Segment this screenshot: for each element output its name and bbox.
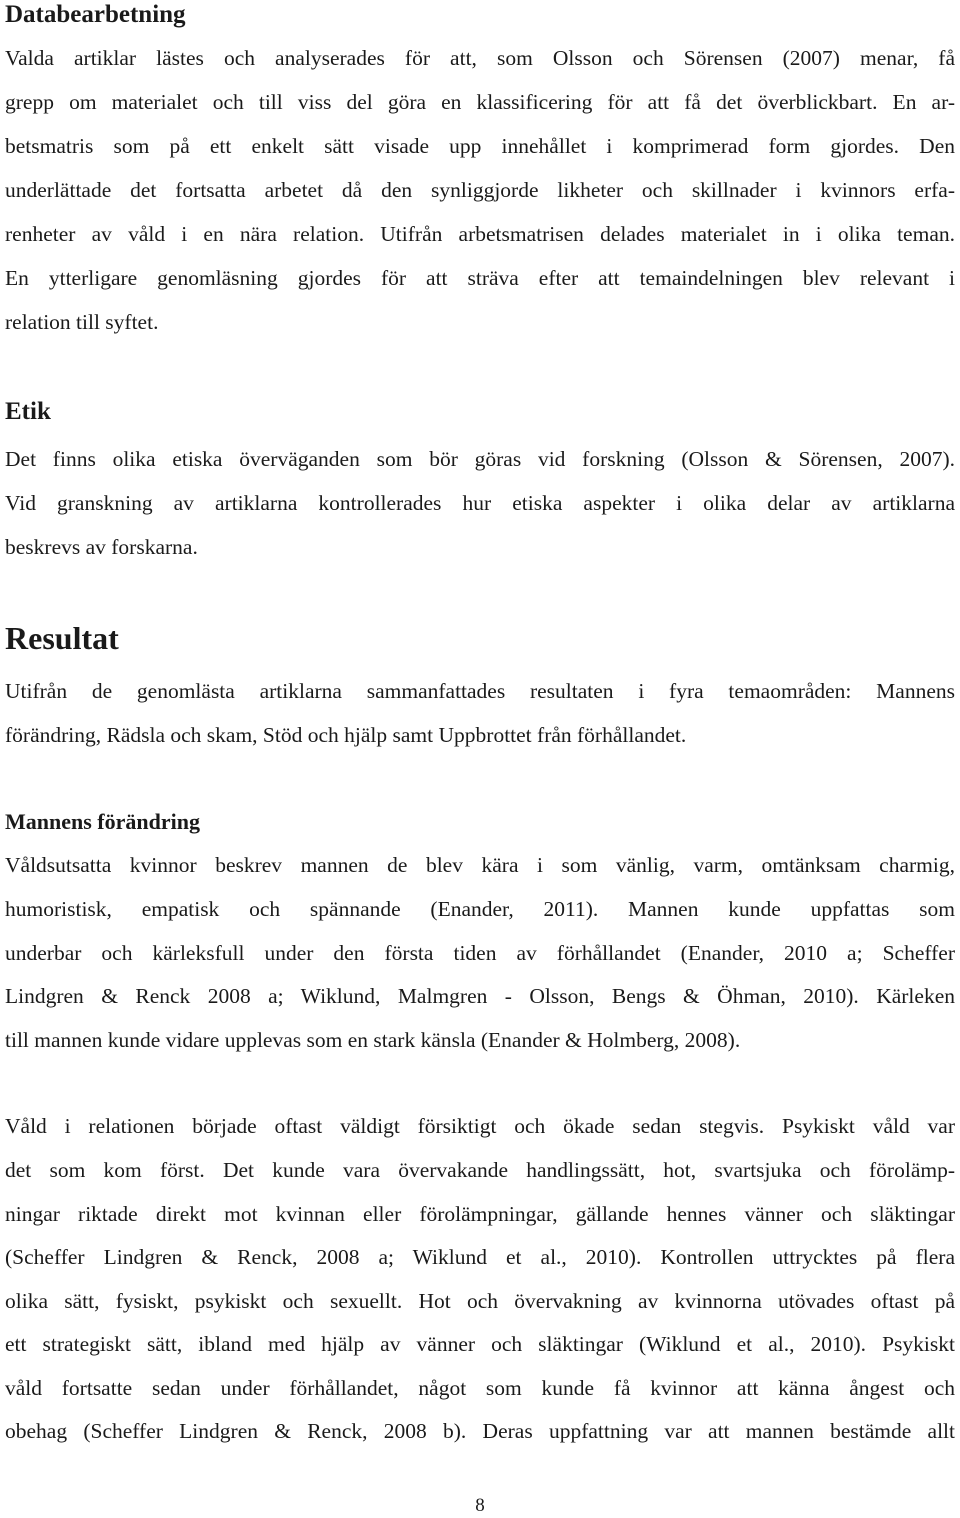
heading-resultat: Resultat bbox=[5, 620, 119, 656]
text-line: det som kom först. Det kunde vara övervakande handlingssätt, hot, svartsjuka och förolämp- bbox=[5, 1158, 955, 1182]
text-line: Våldsutsatta kvinnor beskrev mannen de blev kära i som vänlig, varm, omtänksam charmig, bbox=[5, 853, 955, 877]
heading-etik: Etik bbox=[5, 398, 51, 425]
text-line: Lindgren & Renck 2008 a; Wiklund, Malmgren - Olsson, Bengs & Öhman, 2010). Kärleken bbox=[5, 984, 955, 1008]
text-line: Utifrån de genomlästa artiklarna sammanfattades resultaten i fyra temaområden: Mannens bbox=[5, 679, 955, 703]
text-line: våld fortsatte sedan under förhållandet, något som kunde få kvinnor att känna ångest och bbox=[5, 1376, 955, 1400]
text-line: relation till syftet. bbox=[5, 310, 159, 334]
text-line: ett strategiskt sätt, ibland med hjälp av vänner och släktingar (Wiklund et al., 2010). Psykiskt bbox=[5, 1332, 955, 1356]
heading-databearbetning: Databearbetning bbox=[5, 1, 186, 28]
heading-mannens-forandring: Mannens förändring bbox=[5, 809, 200, 834]
text-line: (Scheffer Lindgren & Renck, 2008 a; Wiklund et al., 2010). Kontrollen uttrycktes på flera bbox=[5, 1245, 955, 1269]
text-line: ningar riktade direkt mot kvinnan eller förolämpningar, gällande hennes vänner och släktingar bbox=[5, 1202, 955, 1226]
text-line: Valda artiklar lästes och analyserades för att, som Olsson och Sörensen (2007) menar, få bbox=[5, 46, 955, 70]
text-line: till mannen kunde vidare upplevas som en stark känsla (Enander & Holmberg, 2008). bbox=[5, 1028, 741, 1052]
text-line: förändring, Rädsla och skam, Stöd och hjälp samt Uppbrottet från förhållandet. bbox=[5, 723, 687, 747]
text-line: Det finns olika etiska överväganden som bör göras vid forskning (Olsson & Sörensen, 2007). bbox=[5, 447, 955, 471]
text-line: beskrevs av forskarna. bbox=[5, 535, 198, 559]
text-line: Våld i relationen började oftast väldigt försiktigt och ökade sedan stegvis. Psykiskt våld var bbox=[5, 1114, 955, 1138]
text-line: underbar och kärleksfull under den första tiden av förhållandet (Enander, 2010 a; Scheffer bbox=[5, 941, 955, 965]
text-line: underlättade det fortsatta arbetet då den synliggjorde likheter och skillnader i kvinnors erfa- bbox=[5, 178, 955, 202]
text-line: En ytterligare genomläsning gjordes för att sträva efter att temaindelningen blev relevant i bbox=[5, 266, 955, 290]
page-number: 8 bbox=[475, 1495, 485, 1516]
text-line: grepp om materialet och till viss del göra en klassificering för att få det överblickbart. En ar- bbox=[5, 90, 955, 114]
text-line: betsmatris som på ett enkelt sätt visade upp innehållet i komprimerad form gjordes. Den bbox=[5, 134, 955, 158]
text-line: olika sätt, fysiskt, psykiskt och sexuellt. Hot och övervakning av kvinnorna utövades oftast på bbox=[5, 1289, 955, 1313]
text-line: renheter av våld i en nära relation. Utifrån arbetsmatrisen delades materialet in i olika teman. bbox=[5, 222, 955, 246]
text-line: Vid granskning av artiklarna kontrollerades hur etiska aspekter i olika delar av artiklarna bbox=[5, 491, 955, 515]
text-line: obehag (Scheffer Lindgren & Renck, 2008 b). Deras uppfattning var att mannen bestämde allt bbox=[5, 1419, 955, 1443]
text-line: humoristisk, empatisk och spännande (Enander, 2011). Mannen kunde uppfattas som bbox=[5, 897, 955, 921]
